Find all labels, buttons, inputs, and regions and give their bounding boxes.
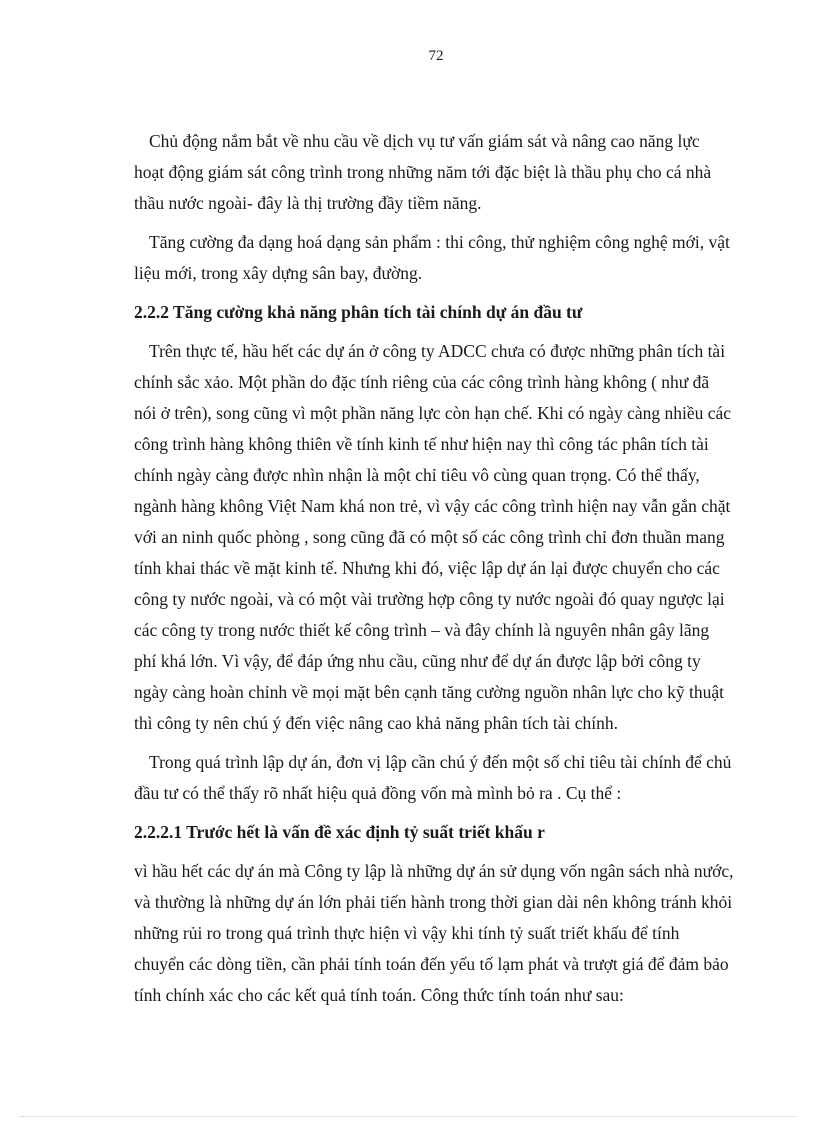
page-number: 72 (428, 48, 444, 64)
paragraph-financial-indicators: Trong quá trình lập dự án, đơn vị lập cần chú ý đến một số chỉ tiêu tài chính để chủ đầu tư có thể thấy rõ nhất hiệu quả đồng vốn mà mình bỏ ra . Cụ thể : (134, 752, 732, 803)
page-bottom-divider (20, 1116, 796, 1117)
paragraph-product-diversification: Tăng cường đa dạng hoá dạng sản phẩm : thi công, thử nghiệm công nghệ mới, vật liệu mới, trong xây dựng sân bay, đường. (134, 232, 730, 283)
paragraph-service-demand: Chủ động nắm bắt về nhu cầu về dịch vụ tư vấn giám sát và nâng cao năng lực hoạt động giám sát công trình trong những năm tới đặc biệt là thầu phụ cho cá nhà thầu nước ngoài- đây là thị trường đầy tiềm năng. (134, 131, 712, 213)
section-heading-2-2-2-1: 2.2.2.1 Trước hết là vấn đề xác định tỷ suất triết khấu r (134, 822, 545, 842)
section-heading-2-2-2: 2.2.2 Tăng cường khả năng phân tích tài chính dự án đầu tư (134, 302, 583, 322)
paragraph-discount-rate: vì hầu hết các dự án mà Công ty lập là những dự án sử dụng vốn ngân sách nhà nước, và thường là những dự án lớn phải tiến hành trong thời gian dài nên không tránh khỏi những rủi ro trong quá trình thực hiện vì vậy khi tính tỷ suất triết khấu để tính chuyển các dòng tiền, cần phải tính toán đến yếu tố lạm phát và trượt giá để đảm bảo tính chính xác cho các kết quả tính toán. Công thức tính toán như sau: (134, 861, 734, 1005)
paragraph-financial-analysis: Trên thực tế, hầu hết các dự án ở công ty ADCC chưa có được những phân tích tài chính sắc xảo. Một phần do đặc tính riêng của các công trình hàng không ( như đã nói ở trên), song cũng vì một phần năng lực còn hạn chế. Khi có ngày càng nhiều các công trình hàng không thiên về tính kinh tế như hiện nay thì công tác phân tích tài chính ngày càng được nhìn nhận là một chỉ tiêu vô cùng quan trọng. Có thể thấy, ngành hàng không Việt Nam khá non trẻ, vì vậy các công trình hiện nay vẫn gắn chặt với an ninh quốc phòng , song cũng đã có một số các công trình chỉ đơn thuần mang tính khai thác về mặt kinh tế. Nhưng khi đó, việc lập dự án lại được chuyển cho các công ty nước ngoài, và có một vài trường hợp công ty nước ngoài đó quay ngược lại các công ty trong nước thiết kế công trình – và đây chính là nguyên nhân gây lãng phí khá lớn. Vì vậy, để đáp ứng nhu cầu, cũng như để dự án được lập bởi công ty ngày càng hoàn chỉnh về mọi mặt bên cạnh tăng cường nguồn nhân lực cho kỹ thuật thì công ty nên chú ý đến việc nâng cao khả năng phân tích tài chính. (134, 341, 732, 733)
document-body (134, 126, 734, 1019)
